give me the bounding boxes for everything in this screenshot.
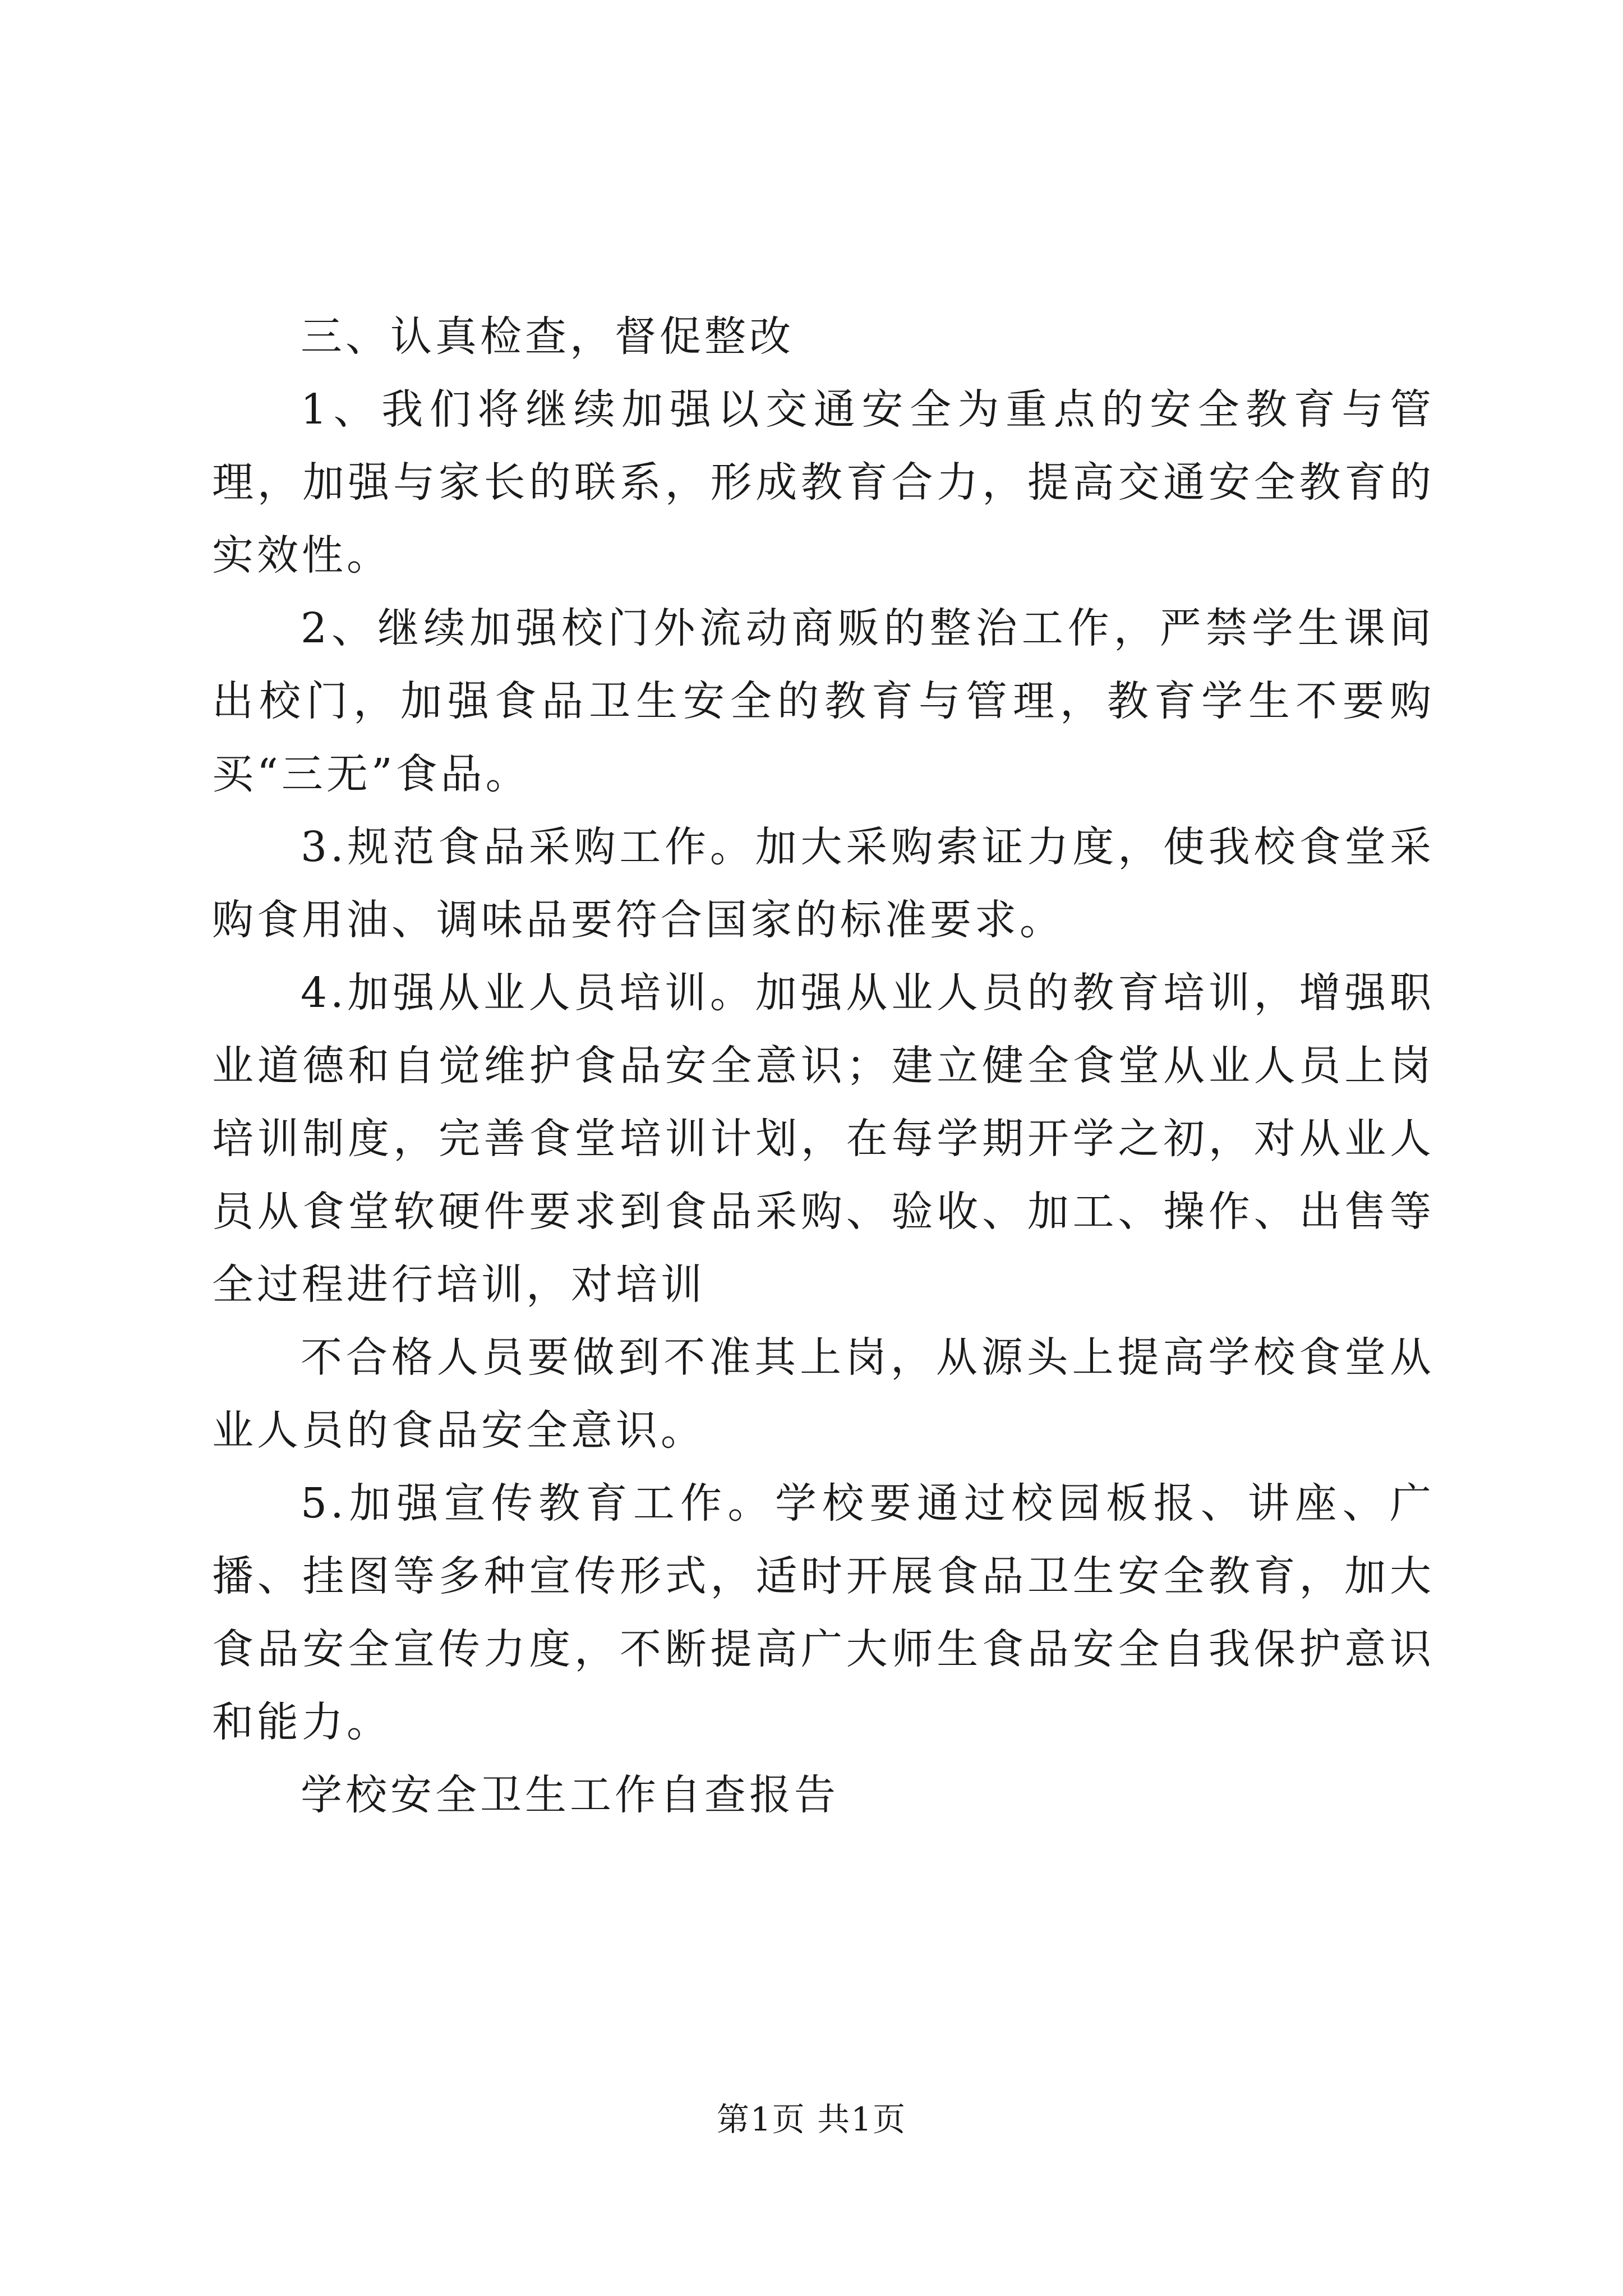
paragraph-4-continued: 不合格人员要做到不准其上岗，从源头上提高学校食堂从业人员的食品安全意识。 (212, 1333, 1435, 1455)
paragraph-5: 5.加强宣传教育工作。学校要通过校园板报、讲座、广播、挂图等多种宣传形式，适时开展食品卫生安全教育，加大食品安全宣传力度，不断提高广大师生食品安全自我保护意识和能力。 (212, 1479, 1435, 1746)
paragraph-4: 4.加强从业人员培训。加强从业人员的教育培训，增强职业道德和自觉维护食品安全意识；建立健全食堂从业人员上岗培训制度，完善食堂培训计划，在每学期开学之初，对从业人员从食堂软硬件要求到食品采购、验收、加工、操作、出售等全过程进行培训，对培训 (212, 969, 1435, 1309)
document-body (212, 300, 1435, 1832)
paragraph-3: 3.规范食品采购工作。加大采购索证力度，使我校食堂采购食用油、调味品要符合国家的标准要求。 (212, 823, 1435, 944)
page-footer (0, 2097, 1623, 2142)
page-number-label: 第1页 共1页 (716, 2100, 907, 2138)
paragraph-1: 1、我们将继续加强以交通安全为重点的安全教育与管理，加强与家长的联系，形成教育合力，提高交通安全教育的实效性。 (212, 385, 1435, 579)
paragraph-2: 2、继续加强校门外流动商贩的整治工作，严禁学生课间出校门，加强食品卫生安全的教育与管理，教育学生不要购买“三无”食品。 (212, 604, 1435, 798)
report-title: 学校安全卫生工作自查报告 (301, 1771, 839, 1819)
section-heading: 三、认真检查，督促整改 (301, 312, 794, 361)
